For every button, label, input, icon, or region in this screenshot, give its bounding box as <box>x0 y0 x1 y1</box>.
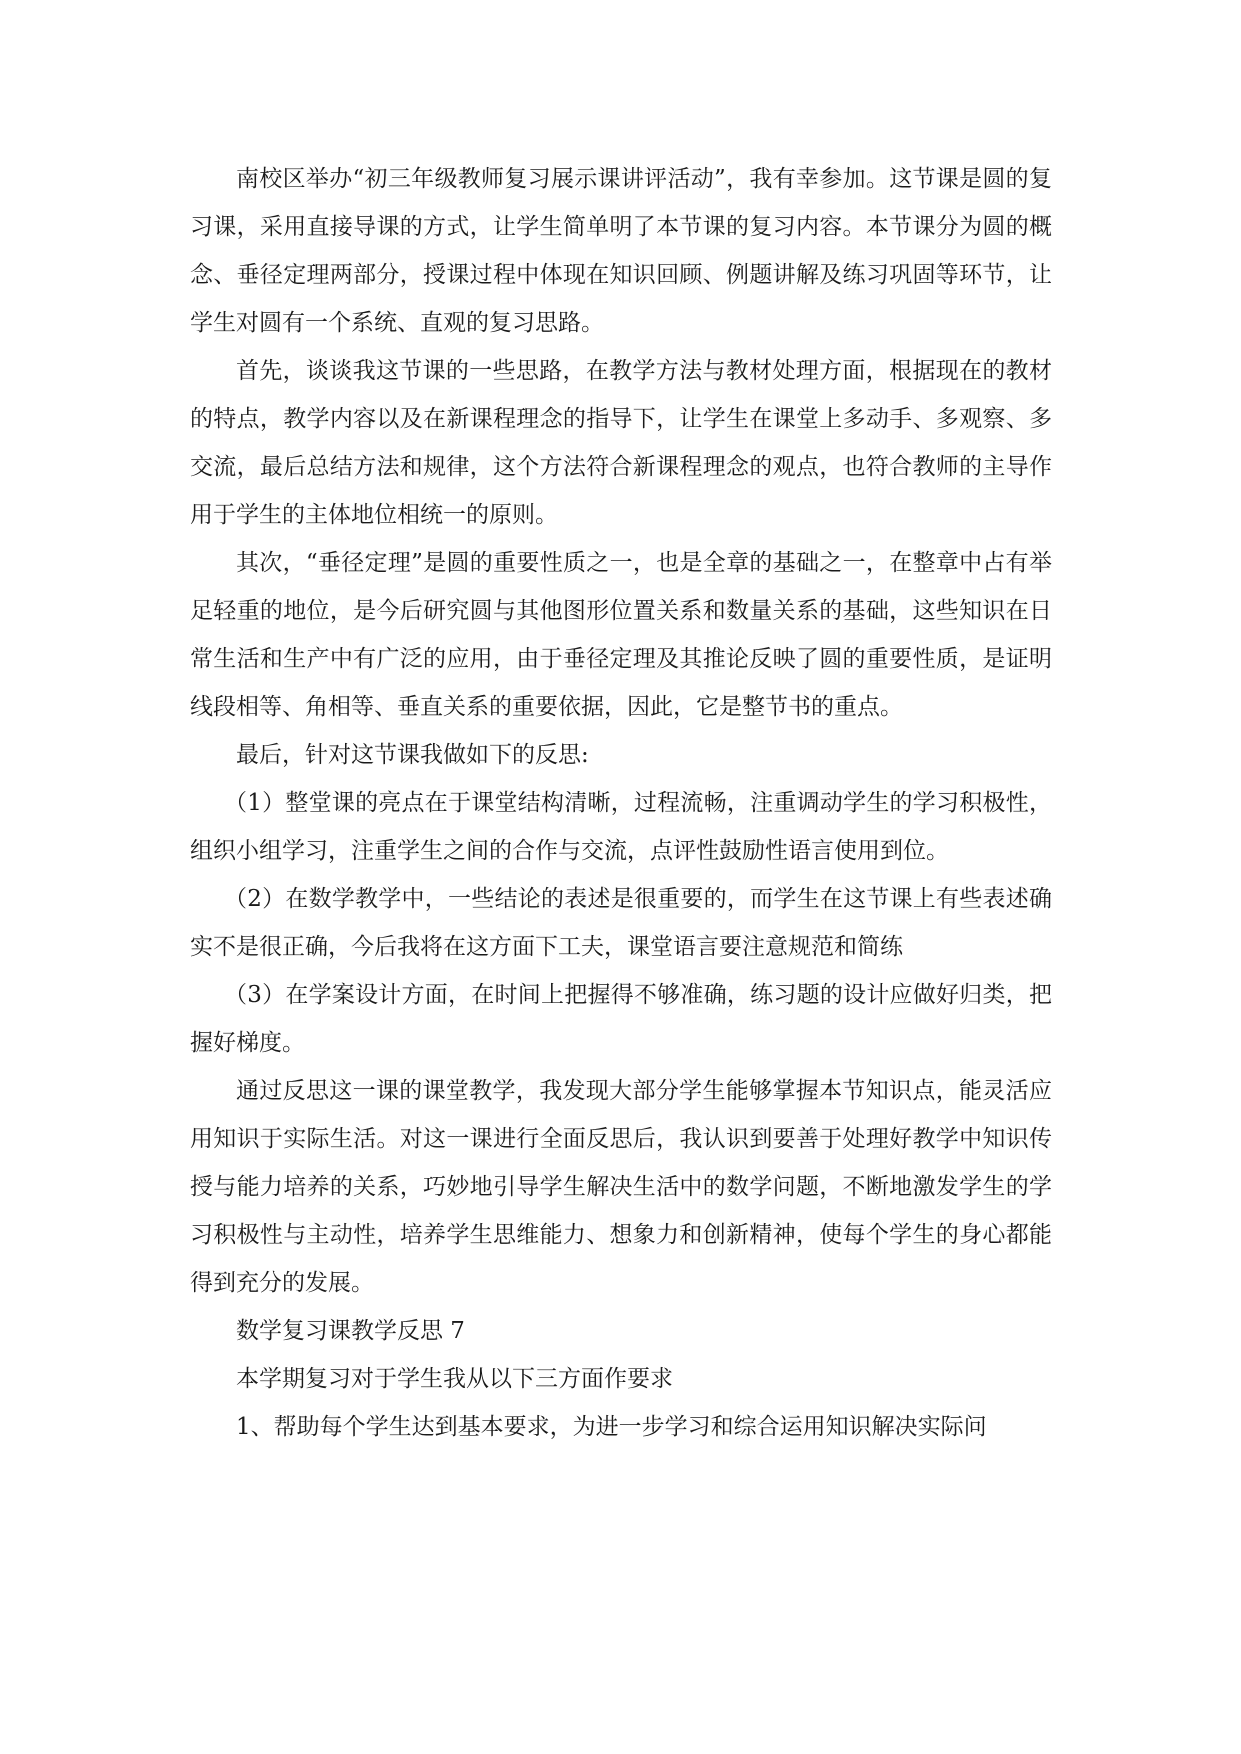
paragraph-summary: 通过反思这一课的课堂教学，我发现大部分学生能够掌握本节知识点，能灵活应用知识于实际生活。对这一课进行全面反思后，我认识到要善于处理好教学中知识传授与能力培养的关系，巧妙地引导学生解决生活中的数学问题，不断地激发学生的学习积极性与主动性，培养学生思维能力、想象力和创新精神，使每个学生的身心都能得到充分的发展。 <box>190 1078 1052 1296</box>
paragraph-first: 首先，谈谈我这节课的一些思路，在教学方法与教材处理方面，根据现在的教材的特点，教学内容以及在新课程理念的指导下，让学生在课堂上多动手、多观察、多交流，最后总结方法和规律，这个方法符合新课程理念的观点，也符合教师的主导作用于学生的主体地位相统一的原则。 <box>190 358 1052 528</box>
reflection-item-3: （3）在学案设计方面，在时间上把握得不够准确，练习题的设计应做好归类，把握好梯度。 <box>190 982 1052 1056</box>
paragraph-intro: 南校区举办“初三年级教师复习展示课讲评活动”，我有幸参加。这节课是圆的复习课，采用直接导课的方式，让学生简单明了本节课的复习内容。本节课分为圆的概念、垂径定理两部分，授课过程中体现在知识回顾、例题讲解及练习巩固等环节，让学生对圆有一个系统、直观的复习思路。 <box>190 166 1052 336</box>
paragraph-finally: 最后，针对这节课我做如下的反思: <box>236 742 589 768</box>
reflection-item-2: （2）在数学教学中，一些结论的表述是很重要的，而学生在这节课上有些表述确实不是很正确，今后我将在这方面下工夫，课堂语言要注意规范和简练 <box>190 886 1052 960</box>
paragraph-second: 其次，“垂径定理”是圆的重要性质之一，也是全章的基础之一，在整章中占有举足轻重的地位，是今后研究圆与其他图形位置关系和数量关系的基础，这些知识在日常生活和生产中有广泛的应用，由于垂径定理及其推论反映了圆的重要性质，是证明线段相等、角相等、垂直关系的重要依据，因此，它是整节书的重点。 <box>190 550 1052 720</box>
section-heading: 数学复习课教学反思 7 <box>236 1318 465 1344</box>
paragraph-semester: 本学期复习对于学生我从以下三方面作要求 <box>236 1366 673 1392</box>
document-body <box>190 155 1052 1451</box>
reflection-item-1: （1）整堂课的亮点在于课堂结构清晰，过程流畅，注重调动学生的学习积极性，组织小组学习，注重学生之间的合作与交流，点评性鼓励性语言使用到位。 <box>190 790 1052 864</box>
requirement-item-1: 1、帮助每个学生达到基本要求，为进一步学习和综合运用知识解决实际问 <box>236 1414 987 1440</box>
